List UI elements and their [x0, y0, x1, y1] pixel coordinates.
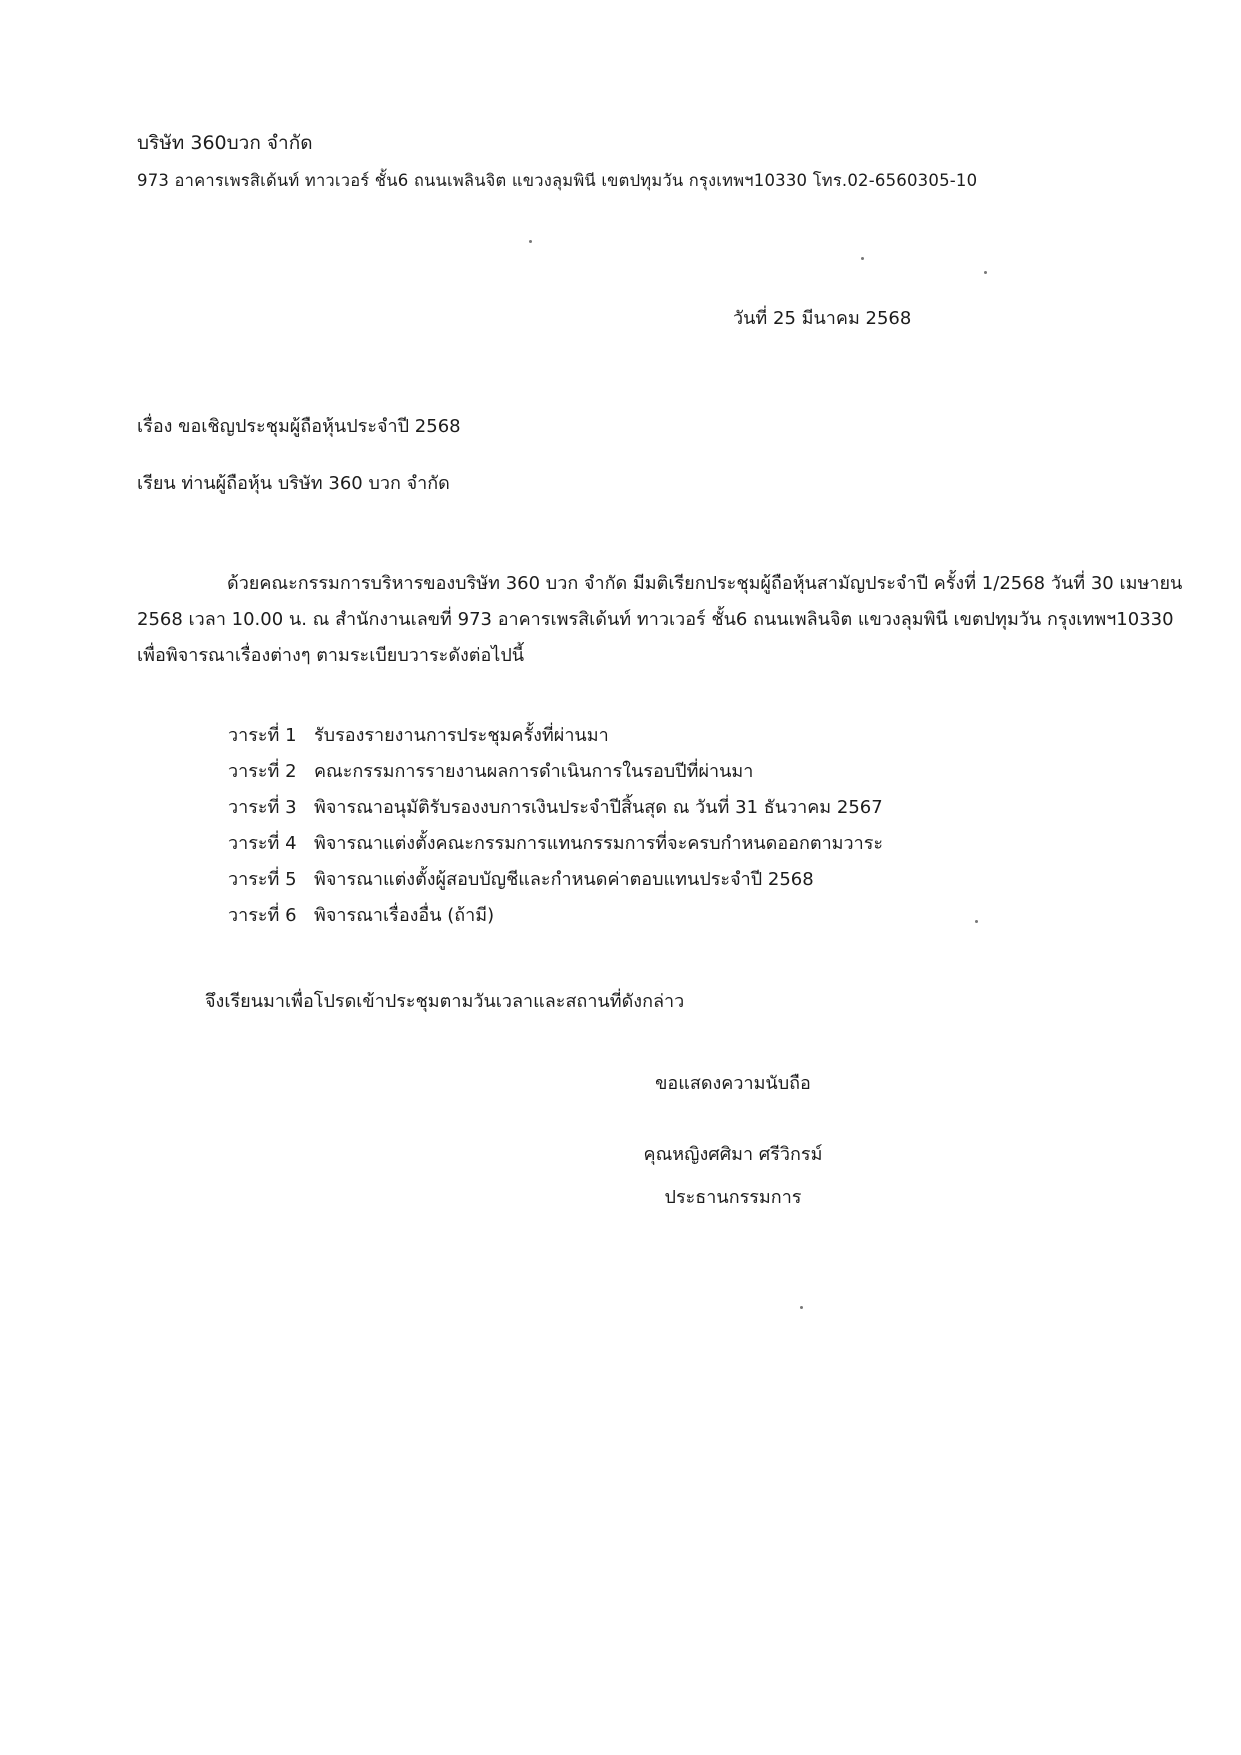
- agenda-item-text: คณะกรรมการรายงานผลการดำเนินการในรอบปีที่ผ่านมา: [314, 760, 754, 782]
- agenda-item-text: พิจารณาอนุมัติรับรองงบการเงินประจำปีสิ้นสุด ณ วันที่ 31 ธันวาคม 2567: [314, 796, 883, 818]
- agenda-item-text: พิจารณาแต่งตั้งคณะกรรมการแทนกรรมการที่จะครบกำหนดออกตามวาระ: [314, 832, 884, 854]
- agenda-item-text: พิจารณาเรื่องอื่น (ถ้ามี): [314, 904, 495, 926]
- agenda-item-2: [228, 752, 883, 788]
- agenda-item-label: วาระที่ 1: [228, 724, 297, 746]
- agenda-item-label: วาระที่ 6: [228, 904, 297, 926]
- company-name: บริษัท 360บวก จำกัด: [137, 132, 313, 154]
- company-address: 973 อาคารเพรสิเด้นท์ ทาวเวอร์ ชั้น6 ถนนเพลินจิต แขวงลุมพินี เขตปทุมวัน กรุงเทพฯ10330 โทร.02-6560305-10: [137, 171, 978, 190]
- agenda-item-label: วาระที่ 3: [228, 796, 297, 818]
- salutation-line: เรียน ท่านผู้ถือหุ้น บริษัท 360 บวก จำกัด: [137, 473, 450, 494]
- scan-speck: [861, 257, 864, 260]
- agenda-item-label: วาระที่ 5: [228, 868, 297, 890]
- scan-speck: [529, 240, 532, 243]
- signer-name: คุณหญิงศศิมา ศรีวิกรม์: [643, 1144, 823, 1165]
- agenda-item-label: วาระที่ 2: [228, 760, 297, 782]
- agenda-item-3: [228, 788, 883, 824]
- scan-speck: [975, 920, 978, 923]
- signature-block: [598, 1068, 868, 1211]
- agenda-item-4: [228, 824, 883, 860]
- respect-line: ขอแสดงความนับถือ: [655, 1073, 811, 1094]
- agenda-item-label: วาระที่ 4: [228, 832, 297, 854]
- agenda-item-6: [228, 896, 883, 932]
- scan-speck: [800, 1306, 803, 1309]
- agenda-list: [228, 716, 883, 932]
- closing-line: จึงเรียนมาเพื่อโปรดเข้าประชุมตามวันเวลาและสถานที่ดังกล่าว: [205, 991, 685, 1012]
- scan-speck: [984, 271, 987, 274]
- agenda-item-1: [228, 716, 883, 752]
- agenda-item-5: [228, 860, 883, 896]
- agenda-item-text: พิจารณาแต่งตั้งผู้สอบบัญชีและกำหนดค่าตอบแทนประจำปี 2568: [314, 868, 814, 890]
- agenda-item-text: รับรองรายงานการประชุมครั้งที่ผ่านมา: [314, 724, 609, 746]
- subject-line: เรื่อง ขอเชิญประชุมผู้ถือหุ้นประจำปี 2568: [137, 416, 461, 437]
- letter-date: วันที่ 25 มีนาคม 2568: [733, 308, 912, 329]
- signer-title: ประธานกรรมการ: [664, 1187, 802, 1208]
- body-paragraph: ด้วยคณะกรรมการบริหารของบริษัท 360 บวก จำกัด มีมติเรียกประชุมผู้ถือหุ้นสามัญประจำปี ครั้งที่ 1/2568 วันที่ 30 เมษายน 2568 เวลา 10.00 น. ณ สำนักงานเลขที่ 973 อาคารเพรสิเด้นท์ ทาวเวอร์ ชั้น6 ถนนเพลินจิต แขวงลุมพินี เขตปทุมวัน กรุงเทพฯ10330 เพื่อพิจารณาเรื่องต่างๆ ตามระเบียบวาระดังต่อไปนี้: [137, 573, 1183, 666]
